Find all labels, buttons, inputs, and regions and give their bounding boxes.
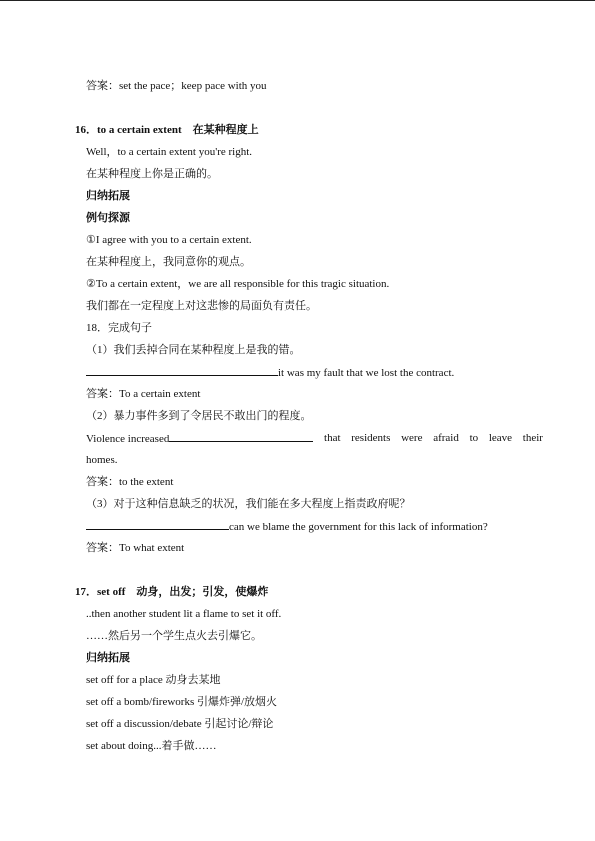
answer-blank[interactable] (86, 519, 229, 530)
phrase-item: set off a discussion/debate 引起讨论/辩论 (86, 718, 274, 730)
q2-word: that (324, 432, 341, 444)
example-2-en: ②To a certain extent，we are all responsible for this tragic situation. (86, 278, 390, 290)
liju-tanyuan-heading: 例句探源 (86, 212, 130, 224)
example-2-cn: 我们都在一定程度上对这悲惨的局面负有责任。 (86, 300, 317, 312)
section-17-heading: 17．set off 动身，出发；引发，使爆炸 (75, 586, 269, 598)
q2-word: Violence increased (86, 433, 170, 445)
example-1-en: ①I agree with you to a certain extent. (86, 234, 252, 246)
question-1-cn: （1）我们丢掉合同在某种程度上是我的错。 (86, 344, 301, 356)
answer-blank[interactable] (86, 365, 278, 376)
section-16-heading: 16．to a certain extent 在某种程度上 (75, 124, 259, 136)
q2-word: afraid (433, 432, 459, 444)
phrase-item: set off a bomb/fireworks 引爆炸弹/放烟火 (86, 696, 278, 708)
phrase-item: set about doing...着手做…… (86, 740, 217, 752)
q2-word: to (469, 432, 479, 444)
top-rule (0, 0, 595, 1)
exercise-title: 18．完成句子 (86, 322, 152, 334)
q2-word: their (522, 432, 543, 444)
q2-word: leave (488, 432, 513, 444)
question-2-en (86, 431, 543, 446)
question-2-cn: （2）暴力事件多到了令居民不敢出门的程度。 (86, 410, 312, 422)
example-1-cn: 在某种程度上，我同意你的观点。 (86, 256, 251, 268)
guina-tuozhan-heading: 归纳拓展 (86, 190, 130, 202)
answer-pace: 答案：set the pace；keep pace with you (86, 80, 267, 92)
example-cn: 在某种程度上你是正确的。 (86, 168, 218, 180)
q2-word: residents (351, 432, 391, 444)
question-3-en (86, 519, 488, 534)
q2-word: were (401, 432, 423, 444)
answer-3: 答案：To what extent (86, 542, 185, 554)
question-3-text: can we blame the government for this lack of information? (229, 521, 488, 533)
example-en: Well，to a certain extent you're right. (86, 146, 253, 158)
question-3-cn: （3）对于这种信息缺乏的状况，我们能在多大程度上指责政府呢？ (86, 498, 411, 510)
question-2-cont: homes. (86, 454, 118, 466)
answer-blank[interactable] (169, 431, 313, 442)
example-en: ..then another student lit a flame to set it off. (86, 608, 282, 620)
answer-2: 答案：to the extent (86, 476, 174, 488)
question-1-en (86, 365, 454, 380)
example-cn: ……然后另一个学生点火去引爆它。 (86, 630, 262, 642)
phrase-item: set off for a place 动身去某地 (86, 674, 221, 686)
answer-1: 答案：To a certain extent (86, 388, 201, 400)
question-1-text: it was my fault that we lost the contract. (278, 367, 455, 379)
guina-tuozhan-heading: 归纳拓展 (86, 652, 130, 664)
